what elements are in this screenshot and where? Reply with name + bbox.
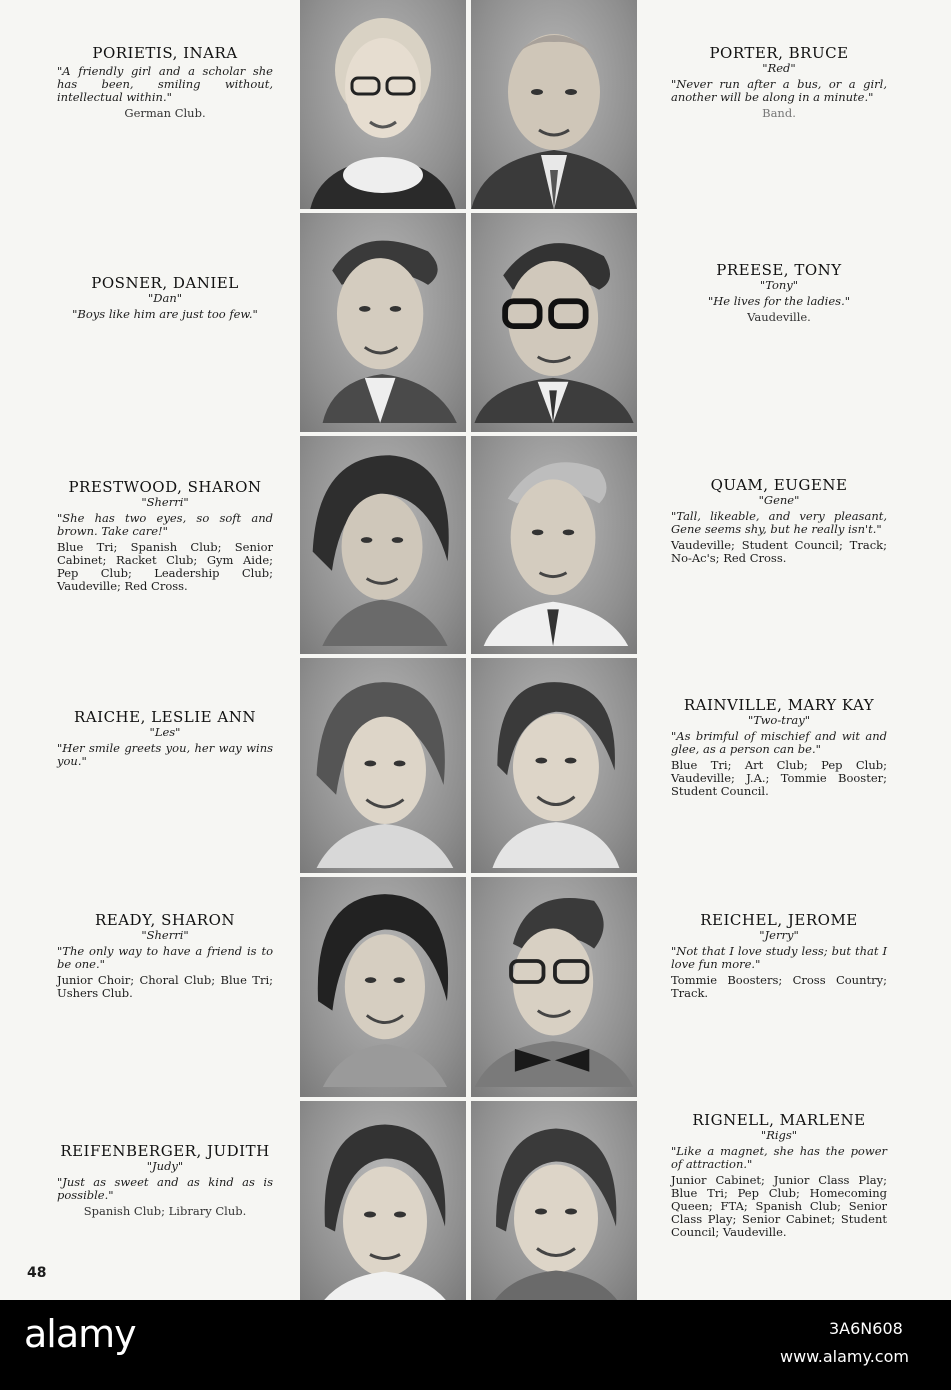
portrait-photo-porietis <box>300 0 466 209</box>
student-nickname: "Gene" <box>758 493 800 507</box>
student-activities: Blue Tri; Art Club; Pep Club; Vaudeville; J.A.; Tommie Booster; Student Council. <box>671 758 887 798</box>
portrait-photo-ready <box>300 877 466 1097</box>
portrait-photo-prestwood <box>300 436 466 654</box>
portrait-photo-reichel <box>471 877 637 1097</box>
student-nickname: "Dan" <box>147 291 183 305</box>
student-nickname: "Judy" <box>146 1159 184 1173</box>
student-name: PORTER, BRUCE <box>709 44 849 62</box>
portrait-photo-rainville <box>471 658 637 873</box>
student-name: PORIETIS, INARA <box>92 44 238 62</box>
student-name: RAICHE, LESLIE ANN <box>74 708 256 726</box>
student-entry-rignell <box>671 1112 887 1239</box>
student-quote: "Like a magnet, she has the power of attraction." <box>671 1144 887 1171</box>
student-entry-reichel <box>671 912 887 1000</box>
student-quote: "Not that I love study less; but that I love fun more." <box>671 944 887 971</box>
student-name: POSNER, DANIEL <box>91 274 239 292</box>
student-entry-rainville <box>671 697 887 798</box>
student-activities: Vaudeville; Student Council; Track; No-Ac's; Red Cross. <box>671 538 887 565</box>
student-name: QUAM, EUGENE <box>710 476 848 494</box>
student-nickname: "Red" <box>762 61 796 75</box>
student-name: REIFENBERGER, JUDITH <box>60 1142 270 1160</box>
student-name: READY, SHARON <box>94 911 235 929</box>
student-activities: Blue Tri; Spanish Club; Senior Cabinet; Racket Club; Gym Aide; Pep Club; Leadership Club; Vaudeville; Red Cross. <box>57 540 273 593</box>
student-entry-porter <box>671 45 887 120</box>
student-quote: "Never run after a bus, or a girl, another will be along in a minute." <box>671 77 887 104</box>
student-activities: German Club. <box>124 106 206 120</box>
student-name: RIGNELL, MARLENE <box>692 1111 866 1129</box>
portrait-photo-raiche <box>300 658 466 873</box>
portrait-photo-reifenberger <box>300 1101 466 1300</box>
student-entry-ready <box>57 912 273 1000</box>
student-activities: Junior Cabinet; Junior Class Play; Blue Tri; Pep Club; Homecoming Queen; FTA; Spanish Club; Senior Class Play; Senior Cabinet; Student Council; Vaudeville. <box>671 1173 887 1239</box>
student-name: PRESTWOOD, SHARON <box>68 478 262 496</box>
student-nickname: "Les" <box>149 725 181 739</box>
student-activities: Spanish Club; Library Club. <box>83 1204 247 1218</box>
alamy-logo: alamy <box>24 1312 136 1356</box>
student-nickname: "Sherri" <box>141 495 189 509</box>
student-activities: Tommie Boosters; Cross Country; Track. <box>671 973 887 1000</box>
student-nickname: "Jerry" <box>759 928 799 942</box>
student-activities: Junior Choir; Choral Club; Blue Tri; Ushers Club. <box>57 973 273 1000</box>
student-entry-preese <box>671 262 887 324</box>
student-name: PREESE, TONY <box>716 261 842 279</box>
student-name: RAINVILLE, MARY KAY <box>683 696 875 714</box>
student-activities: Band. <box>762 106 796 120</box>
stock-footer-bar <box>0 1300 951 1390</box>
student-quote: "The only way to have a friend is to be one." <box>57 944 273 971</box>
portrait-photo-porter <box>471 0 637 209</box>
student-entry-porietis <box>57 45 273 120</box>
student-quote: "Tall, likeable, and very pleasant, Gene seems shy, but he really isn't." <box>671 509 887 536</box>
student-name: REICHEL, JEROME <box>700 911 858 929</box>
student-quote: "A friendly girl and a scholar she has been, smiling without, intellectual within." <box>57 64 273 104</box>
site-url: www.alamy.com <box>780 1347 909 1366</box>
student-entry-prestwood <box>57 479 273 593</box>
student-nickname: "Tony" <box>759 278 799 292</box>
portrait-photo-rignell <box>471 1101 637 1300</box>
portrait-photo-preese <box>471 213 637 432</box>
student-entry-posner <box>57 275 273 321</box>
student-quote: "She has two eyes, so soft and brown. Take care!" <box>57 511 273 538</box>
student-entry-reifenberger <box>57 1143 273 1218</box>
student-quote: "He lives for the ladies." <box>707 294 851 308</box>
student-nickname: "Rigs" <box>760 1128 798 1142</box>
student-quote: "As brimful of mischief and wit and glee, as a person can be." <box>671 729 887 756</box>
student-quote: "Her smile greets you, her way wins you." <box>57 741 273 768</box>
student-entry-raiche <box>57 709 273 768</box>
portrait-photo-posner <box>300 213 466 432</box>
portrait-photo-quam <box>471 436 637 654</box>
student-activities: Vaudeville. <box>747 310 811 324</box>
page-number: 48 <box>27 1265 47 1281</box>
student-quote: "Boys like him are just too few." <box>72 307 258 321</box>
student-entry-quam <box>671 477 887 565</box>
student-nickname: "Two-tray" <box>748 713 810 727</box>
image-id: 3A6N608 <box>829 1319 903 1338</box>
student-quote: "Just as sweet and as kind as is possible." <box>57 1175 273 1202</box>
student-nickname: "Sherri" <box>141 928 189 942</box>
